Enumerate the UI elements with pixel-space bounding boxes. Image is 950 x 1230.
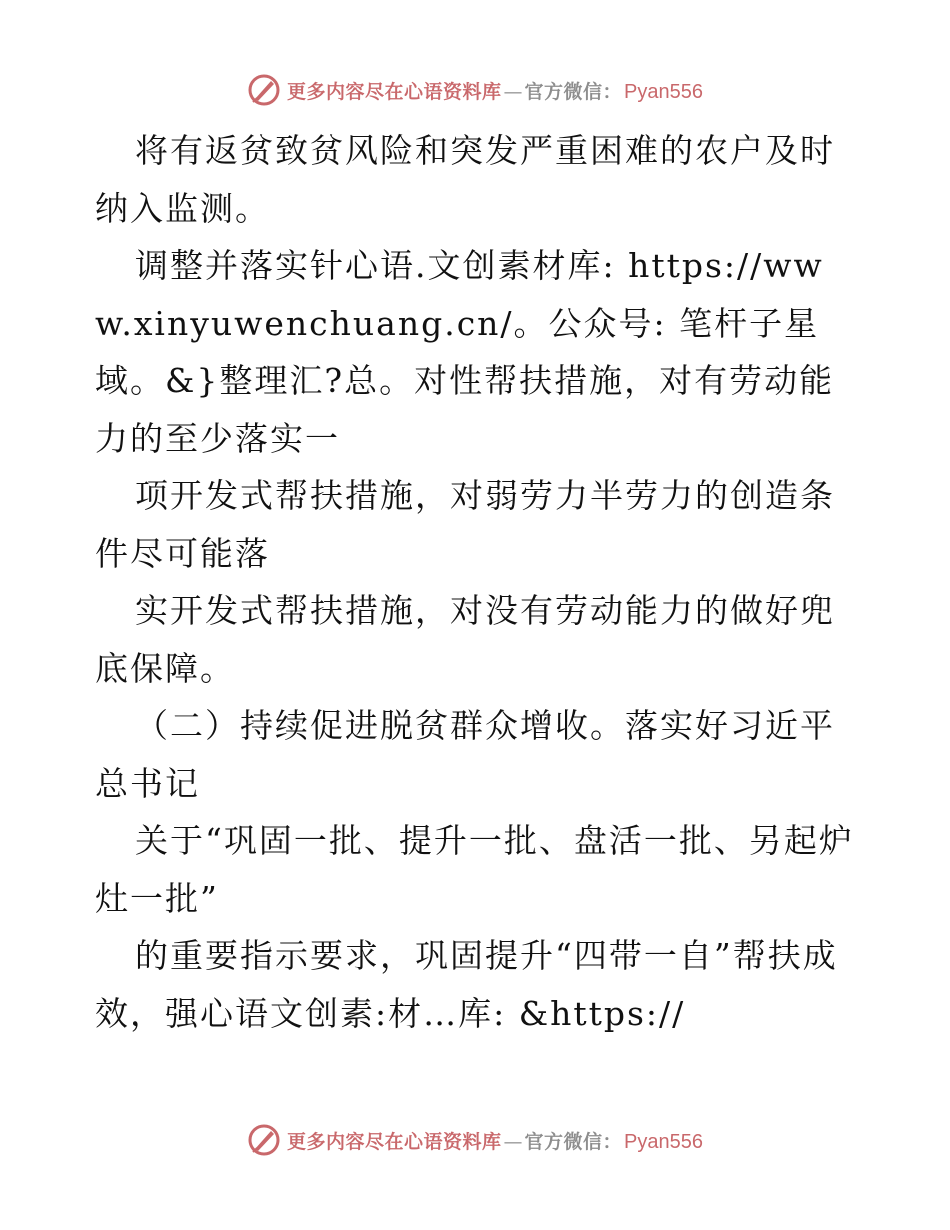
- header-banner: [0, 70, 950, 110]
- quill-logo-icon: [247, 73, 281, 107]
- banner-wechat-label: 官方微信：: [524, 80, 623, 103]
- banner-main-text: 更多内容尽在心语资料库: [287, 80, 502, 103]
- banner-wechat-id: Pyan556: [624, 1130, 703, 1153]
- banner-text: [287, 77, 703, 104]
- banner-separator: —: [503, 80, 523, 103]
- banner-main-text: 更多内容尽在心语资料库: [287, 1130, 502, 1153]
- banner-text: [287, 1127, 703, 1154]
- banner-wechat-label: 官方微信：: [524, 1130, 623, 1153]
- paragraph-1: 将有返贫致贫风险和突发严重困难的农户及时纳入监测。: [95, 131, 835, 228]
- quill-logo-icon: [247, 1123, 281, 1157]
- banner-wechat-id: Pyan556: [624, 80, 703, 103]
- paragraph-6: 关于“巩固一批、提升一批、盘活一批、另起炉灶一批”: [95, 821, 854, 918]
- paragraph-7: 的重要指示要求，巩固提升“四带一自”帮扶成效，强心语文创素:材…库: &https://: [95, 936, 838, 1033]
- paragraph-2: 调整并落实针心语.文创素材库: https://www.xinyuwenchuang.cn/。公众号: 笔杆子星域。&}整理汇?总。对性帮扶措施，对有劳动能力的至少落实一: [95, 246, 835, 458]
- paragraph-4: 实开发式帮扶措施，对没有劳动能力的做好兜底保障。: [95, 591, 835, 688]
- paragraph-3: 项开发式帮扶措施，对弱劳力半劳力的创造条件尽可能落: [95, 476, 835, 573]
- paragraph-5: （二）持续促进脱贫群众增收。落实好习近平总书记: [95, 706, 835, 803]
- document-body: [95, 122, 855, 1042]
- footer-banner: [0, 1120, 950, 1160]
- banner-separator: —: [503, 1130, 523, 1153]
